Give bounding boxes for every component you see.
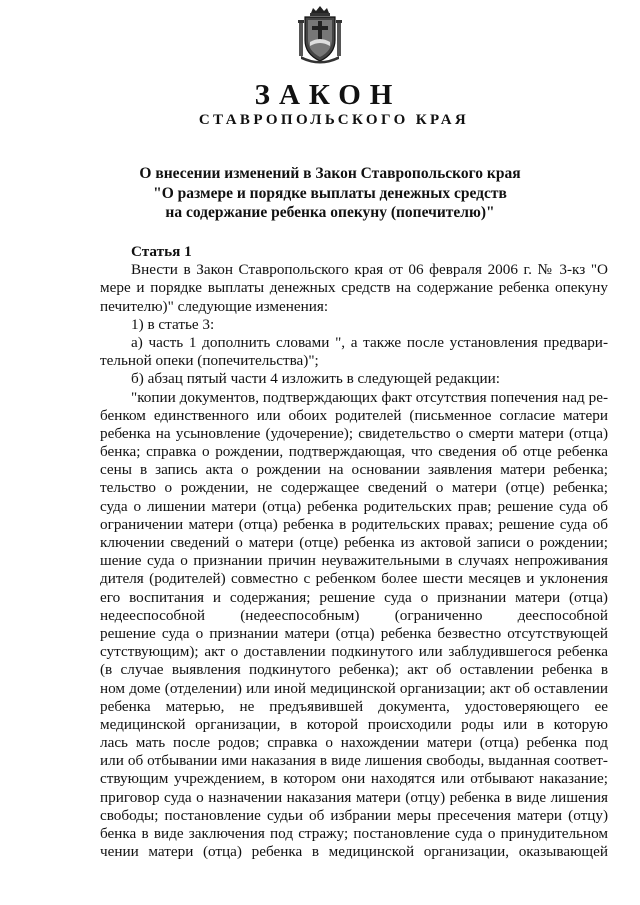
law-heading (80, 164, 580, 223)
body-line: а) часть 1 дополнить словами ", а также после установления предвари- (131, 333, 608, 351)
heading-line: О внесении изменений в Закон Ставропольского края (139, 165, 521, 182)
document-body (100, 243, 608, 861)
heading-line: "О размере и порядке выплаты денежных средств (153, 184, 507, 202)
stavropol-coat-of-arms-icon (297, 6, 343, 64)
body-line: печителю)" следующие изменения: (100, 297, 329, 315)
body-line: сутствующим); акт о доставлении подкинутого или заблудившегося ребенка (100, 643, 608, 661)
body-line: решение суда о признании матери (отца) ребенка безвестно отсутствующей (100, 624, 608, 642)
body-line: бенком единственного или обоих родителей (письменное согласие матери (100, 406, 608, 424)
body-line: дителя (родителей) совместно с ребенком более шести месяцев и уклонения (100, 570, 608, 588)
body-line: бенка; справка о рождении, подтверждающая, что сведения об отце ребенка (100, 443, 608, 461)
body-line: или об отбывании ими наказания в виде лишения свободы, выданная соответ- (100, 752, 608, 770)
body-line: тельство о рождении, не содержащее сведений о матери (отце) ребенка; (100, 479, 608, 497)
body-line: тельной опеки (попечительства)"; (100, 352, 319, 370)
region-title: СТАВРОПОЛЬСКОГО КРАЯ (198, 112, 470, 128)
body-line: (в случае выявления подкинутого ребенка); акт об оставлении ребенка в (100, 661, 608, 679)
body-line: 1) в статье 3: (131, 315, 215, 333)
body-line: медицинской организации, в которой происходили роды или в которую (100, 715, 608, 733)
body-line: ребенка матерью, не предъявившей документа, удостоверяющего ее (100, 697, 608, 715)
body-line: Внести в Закон Ставропольского края от 06 февраля 2006 г. № 3-кз "О (131, 261, 608, 279)
body-line: ном доме (отделении) или иной медицинской организации; акт об оставлении (100, 679, 608, 697)
body-line: приговор суда о назначении наказания матери (отцу) ребенка в виде лишения (100, 788, 608, 806)
body-line: мере и порядке выплаты денежных средств на содержание ребенка опекуну (100, 279, 608, 297)
body-line: его воспитания и содержания; решение суда о признании матери (отца) (100, 588, 608, 606)
body-line: чении матери (отца) ребенка в медицинской организации, оказывающей (100, 843, 608, 861)
body-line: недееспособной (недееспособным) (ограниченно дееспособной (100, 606, 608, 624)
body-line: ствующим учреждением, в котором они находятся или отбывают наказание; (100, 770, 608, 788)
body-text (100, 261, 608, 861)
law-title: ЗАКОН (254, 79, 402, 111)
body-line: шение суда о признании причин неуважительными в случаях непроживания (100, 552, 608, 570)
body-line: бенка в виде заключения под стражу; постановление суда о принудительном (100, 825, 608, 842)
body-line: суда о лишении матери (отца) ребенка родительских прав; решение суда об (100, 497, 608, 515)
body-line: б) абзац пятый части 4 изложить в следующей редакции: (131, 370, 501, 388)
article-heading: Статья 1 (131, 243, 192, 260)
body-line: ограничении матери (отца) ребенка в родительских правах; решение суда об (100, 515, 608, 533)
body-line: ребенка на усыновление (удочерение); свидетельство о смерти матери (отца) (100, 424, 608, 442)
body-line: свободы; постановление судьи об избрании меры пресечения матери (отцу) (100, 806, 608, 824)
body-line: лась мать после родов; справка о нахождении матери (отца) ребенка под (100, 734, 608, 752)
body-line: сены в запись акта о рождении на основании заявления матери ребенка; (100, 461, 608, 479)
body-line: "копии документов, подтверждающих факт отсутствия попечения над ре- (131, 388, 608, 406)
heading-line: на содержание ребенка опекуну (попечителю)" (165, 204, 495, 221)
body-line: ключении сведений о матери (отце) ребенка из актовой записи о рождении; (100, 534, 608, 551)
